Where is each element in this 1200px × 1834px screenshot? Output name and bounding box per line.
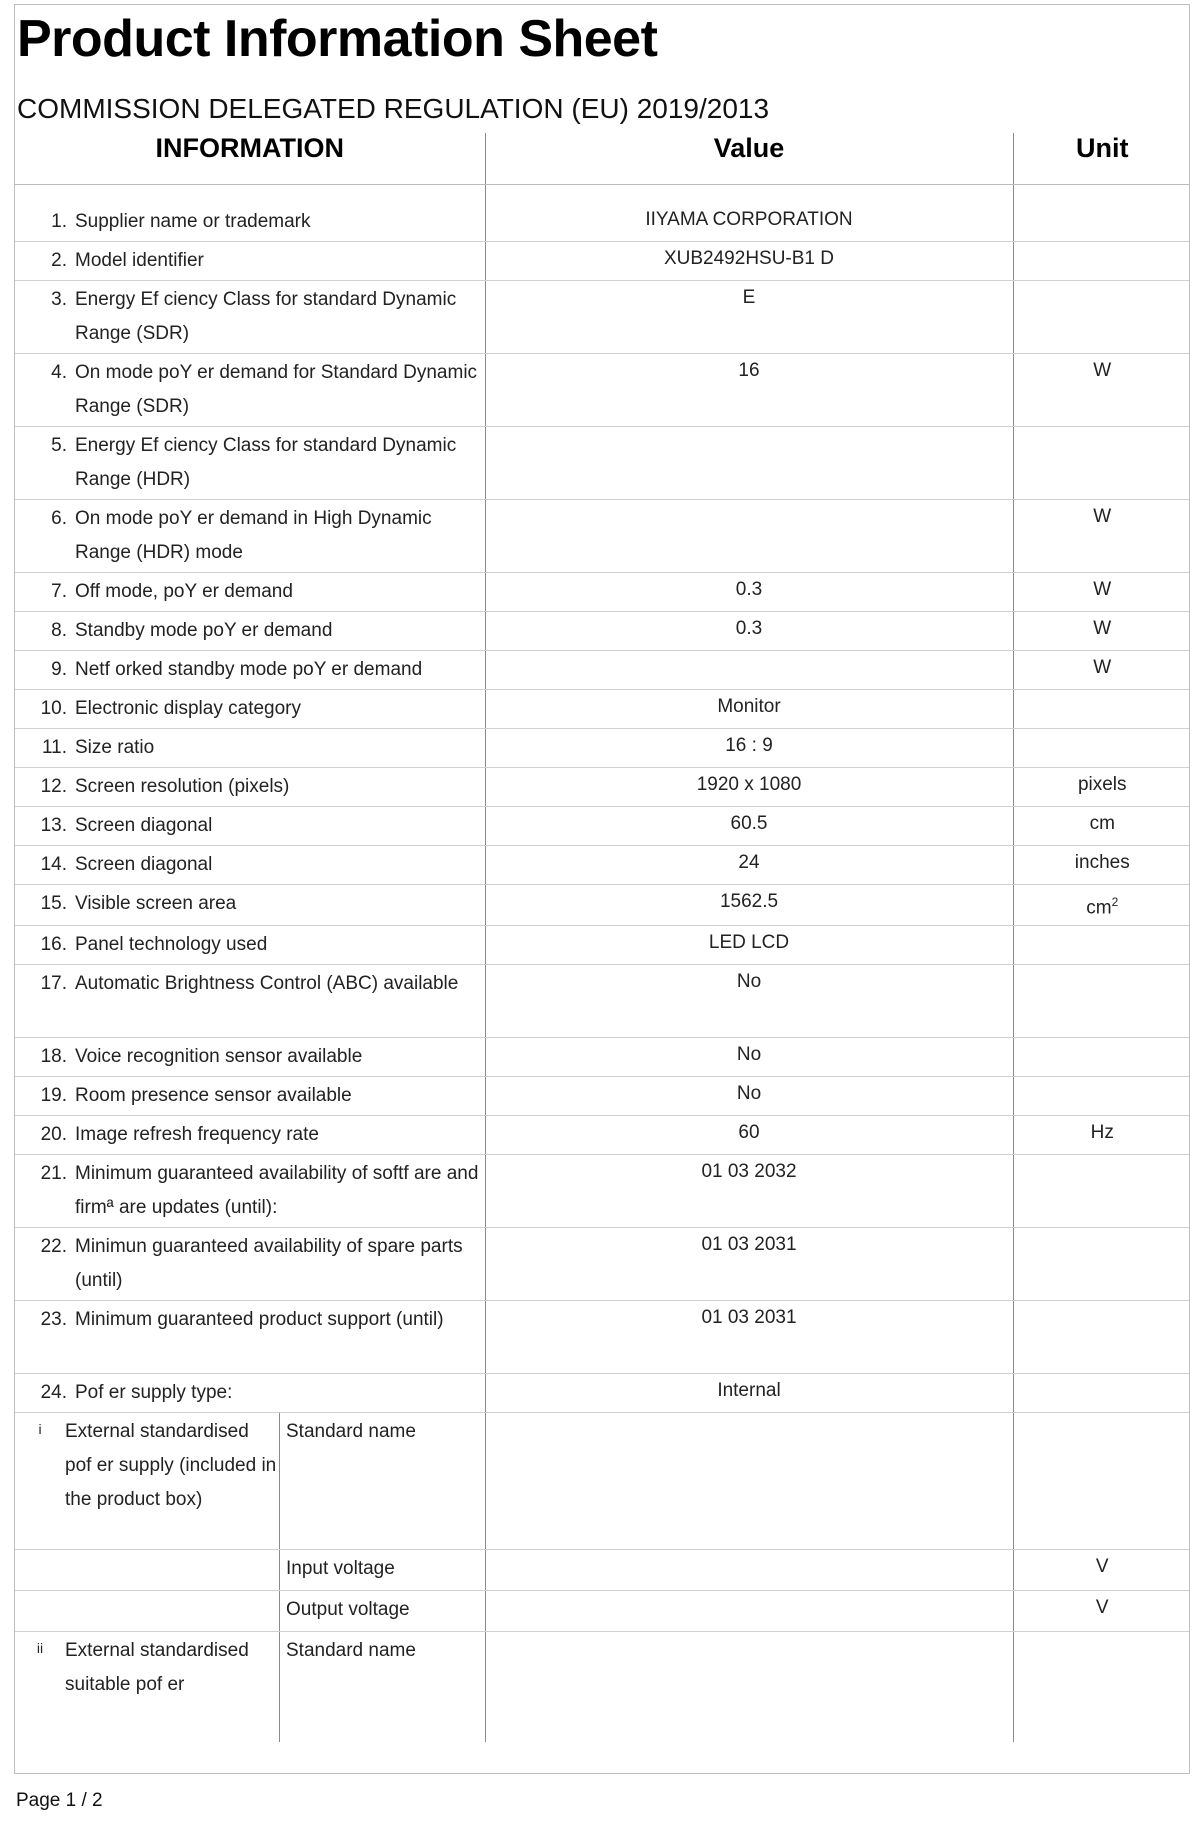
table-row <box>15 1077 1190 1116</box>
row-label: Standby mode poY er demand <box>75 620 333 641</box>
row-label: Model identifier <box>75 250 204 271</box>
row-value: 60.5 <box>485 807 1013 846</box>
input-voltage-value <box>485 1550 1013 1591</box>
row-label: Automatic Brightness Control (ABC) available <box>75 973 459 995</box>
row-value: 1920 x 1080 <box>485 768 1013 807</box>
row-value: 16 : 9 <box>485 729 1013 768</box>
row-label: Off mode, poY er demand <box>75 581 293 602</box>
header-value: Value <box>485 133 1013 185</box>
row-value: IIYAMA CORPORATION <box>485 203 1013 242</box>
row-value: LED LCD <box>485 926 1013 965</box>
regulation-subtitle: COMMISSION DELEGATED REGULATION (EU) 2019/2013 <box>17 93 770 124</box>
table-row <box>15 1038 1190 1077</box>
table-row <box>15 729 1190 768</box>
row-label: Voice recognition sensor available <box>75 1046 363 1068</box>
row-label: Panel technology used <box>75 934 268 956</box>
row-number: 20. <box>40 1124 67 1146</box>
header-unit: Unit <box>1013 133 1190 185</box>
row-unit <box>1013 281 1190 354</box>
table-row <box>15 1116 1190 1155</box>
row-value <box>485 427 1013 500</box>
row-value: No <box>485 1038 1013 1077</box>
row-label: Electronic display category <box>75 698 301 719</box>
table-row <box>15 651 1190 690</box>
row-value: 01 03 2031 <box>485 1301 1013 1374</box>
row-value: 1562.5 <box>485 885 1013 926</box>
row-number: 7. <box>51 581 67 602</box>
page-title: Product Information Sheet <box>17 10 658 68</box>
standard-name-value <box>485 1632 1013 1743</box>
input-voltage-unit: V <box>1013 1550 1190 1591</box>
table-row <box>15 281 1190 354</box>
row-unit <box>1013 1038 1190 1077</box>
row-number: 14. <box>40 854 67 875</box>
table-row <box>15 354 1190 427</box>
row-label: Visible screen area <box>75 893 237 914</box>
row-label: Supplier name or trademark <box>75 211 311 232</box>
row-value: 01 03 2032 <box>485 1155 1013 1228</box>
row-unit <box>1013 427 1190 500</box>
output-voltage-value <box>485 1591 1013 1632</box>
row-number: 19. <box>40 1085 67 1107</box>
row-number: 10. <box>40 698 67 719</box>
row-number: 1. <box>51 211 67 232</box>
row-unit <box>1013 885 1190 926</box>
row-number: 13. <box>40 815 67 836</box>
power-supply-ii-standard-row <box>15 1632 1190 1743</box>
row-number: 11. <box>41 737 67 758</box>
row-label: Room presence sensor available <box>75 1085 352 1107</box>
row-number: 18. <box>40 1046 67 1068</box>
row-number: 23. <box>40 1309 67 1331</box>
row-label: Screen resolution (pixels) <box>75 776 290 797</box>
row-unit: W <box>1013 612 1190 651</box>
row-unit: inches <box>1013 846 1190 885</box>
row-value: 60 <box>485 1116 1013 1155</box>
row-unit: W <box>1013 573 1190 612</box>
row-label: Screen diagonal <box>75 815 213 836</box>
power-supply-i-standard-row <box>15 1413 1190 1550</box>
row-number: 15. <box>40 893 67 914</box>
information-table <box>15 133 1190 1742</box>
row-value: 24 <box>485 846 1013 885</box>
row-number: 22. <box>40 1236 67 1258</box>
table-header-row <box>15 133 1190 185</box>
row-unit <box>1013 1077 1190 1116</box>
row-value: 0.3 <box>485 612 1013 651</box>
row-label: Screen diagonal <box>75 854 213 875</box>
output-voltage-unit: V <box>1013 1591 1190 1632</box>
power-supply-ii-roman: ii <box>36 1640 44 1657</box>
table-row <box>15 612 1190 651</box>
row-label: Image refresh frequency rate <box>75 1124 319 1146</box>
row-label: Netf orked standby mode poY er demand <box>75 659 423 680</box>
input-voltage-label: Input voltage <box>286 1558 395 1580</box>
row-value: 16 <box>485 354 1013 427</box>
standard-name-unit <box>1013 1413 1190 1550</box>
power-supply-i-output-row <box>15 1591 1190 1632</box>
row-number: 5. <box>51 435 67 456</box>
row-value: No <box>485 1077 1013 1116</box>
standard-name-label: Standard name <box>286 1640 416 1662</box>
row-value: 0.3 <box>485 573 1013 612</box>
row-label: Energy Ef ciency Class for standard Dynamic Range (SDR) <box>75 289 457 344</box>
table-row <box>15 427 1190 500</box>
row-unit: W <box>1013 500 1190 573</box>
row-value <box>485 500 1013 573</box>
row-label: Energy Ef ciency Class for standard Dynamic Range (HDR) <box>75 435 457 490</box>
table-row <box>15 885 1190 926</box>
table-row <box>15 1228 1190 1301</box>
table-row <box>15 926 1190 965</box>
row-unit <box>1013 1374 1190 1413</box>
row-number: 4. <box>51 362 67 383</box>
row-label: Pof er supply type: <box>75 1382 233 1404</box>
row-value: Internal <box>485 1374 1013 1413</box>
header-information: INFORMATION <box>15 133 485 185</box>
table-row <box>15 1301 1190 1374</box>
row-number: 24. <box>40 1382 67 1404</box>
row-label: Minimum guaranteed availability of softf are and firmª are updates (until): <box>75 1163 479 1219</box>
row-number: 6. <box>51 508 67 529</box>
row-label: On mode poY er demand in High Dynamic Range (HDR) mode <box>75 508 432 563</box>
row-unit <box>1013 1155 1190 1228</box>
row-unit: W <box>1013 354 1190 427</box>
page-number: Page 1 / 2 <box>16 1790 103 1811</box>
row-unit: W <box>1013 651 1190 690</box>
unit-text: cm <box>1086 897 1112 919</box>
row-value: E <box>485 281 1013 354</box>
row-label: Minimun guaranteed availability of spare parts (until) <box>75 1236 463 1292</box>
row-unit <box>1013 729 1190 768</box>
row-unit <box>1013 1301 1190 1374</box>
standard-name-unit <box>1013 1632 1190 1743</box>
table-row <box>15 846 1190 885</box>
table-row <box>15 573 1190 612</box>
row-number: 3. <box>51 289 67 310</box>
standard-name-value <box>485 1413 1013 1550</box>
power-supply-i-input-row <box>15 1550 1190 1591</box>
table-row <box>15 690 1190 729</box>
table-row <box>15 807 1190 846</box>
row-unit <box>1013 1228 1190 1301</box>
table-row <box>15 1374 1190 1413</box>
table-row <box>15 965 1190 1038</box>
row-unit <box>1013 203 1190 242</box>
row-number: 2. <box>51 250 67 271</box>
table-row <box>15 500 1190 573</box>
row-value: XUB2492HSU-B1 D <box>485 242 1013 281</box>
row-label: On mode poY er demand for Standard Dynamic Range (SDR) <box>75 362 478 417</box>
row-number: 16. <box>40 934 67 956</box>
row-unit: pixels <box>1013 768 1190 807</box>
output-voltage-label: Output voltage <box>286 1599 410 1621</box>
row-number: 21. <box>40 1163 67 1185</box>
row-unit <box>1013 965 1190 1038</box>
power-supply-i-roman: i <box>38 1421 42 1438</box>
row-number: 12. <box>40 776 67 797</box>
row-unit <box>1013 242 1190 281</box>
table-row <box>15 203 1190 242</box>
table-row <box>15 768 1190 807</box>
product-information-sheet <box>14 4 1190 1774</box>
row-value: Monitor <box>485 690 1013 729</box>
row-value <box>485 651 1013 690</box>
row-unit: Hz <box>1013 1116 1190 1155</box>
row-value: No <box>485 965 1013 1038</box>
row-value: 01 03 2031 <box>485 1228 1013 1301</box>
row-number: 17. <box>40 973 67 995</box>
power-supply-ii-desc: External standardised suitable pof er <box>65 1632 280 1742</box>
row-number: 8. <box>51 620 67 641</box>
row-unit: cm <box>1013 807 1190 846</box>
row-number: 9. <box>51 659 67 680</box>
table-row <box>15 242 1190 281</box>
table-row <box>15 1155 1190 1228</box>
row-label: Size ratio <box>75 737 155 758</box>
row-unit <box>1013 926 1190 965</box>
row-label: Minimum guaranteed product support (until) <box>75 1309 444 1331</box>
unit-superscript: 2 <box>1111 895 1119 909</box>
standard-name-label: Standard name <box>286 1421 416 1443</box>
row-unit <box>1013 690 1190 729</box>
power-supply-i-desc: External standardised pof er supply (included in the product box) <box>65 1413 280 1549</box>
